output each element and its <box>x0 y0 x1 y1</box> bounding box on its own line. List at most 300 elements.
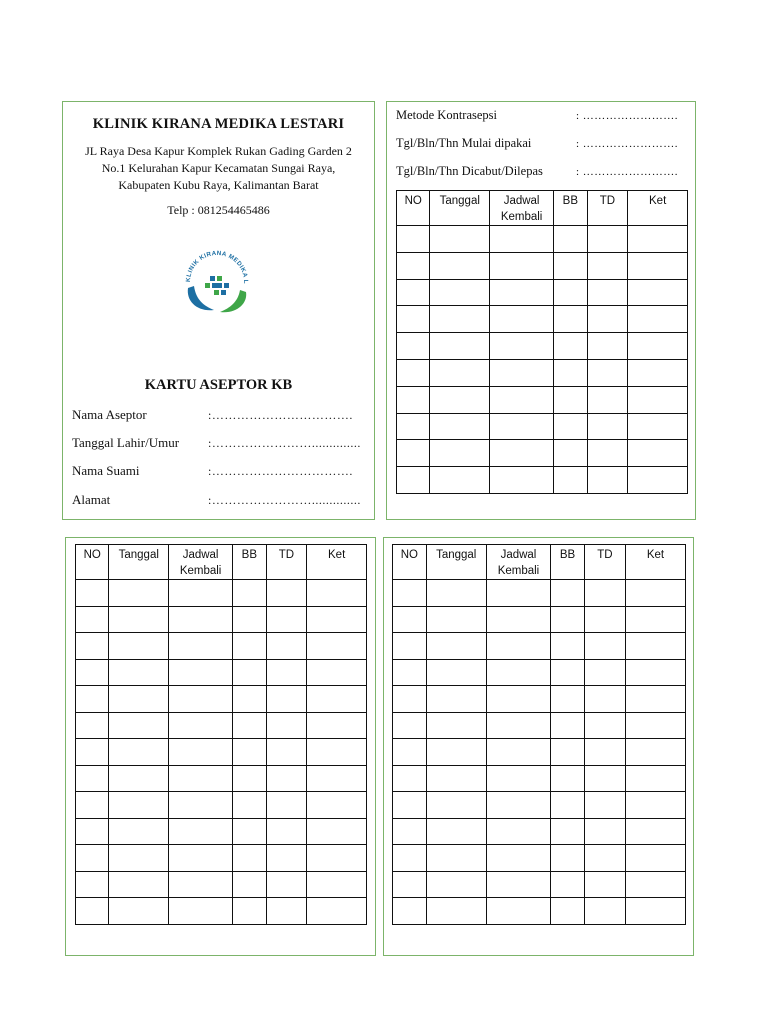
table-cell <box>393 792 427 819</box>
table-cell <box>426 739 486 766</box>
table-cell <box>486 792 550 819</box>
table-cell <box>109 818 169 845</box>
table-cell <box>426 765 486 792</box>
table-cell <box>554 467 587 494</box>
table-cell <box>551 818 585 845</box>
table-cell <box>266 792 307 819</box>
table-cell <box>76 739 109 766</box>
field-blank: : ……………………. <box>576 166 679 178</box>
table-cell <box>490 386 554 413</box>
table-cell <box>587 279 628 306</box>
table-cell <box>430 386 490 413</box>
table-cell <box>169 765 233 792</box>
table-cell <box>393 871 427 898</box>
logo-arc-text: KLINIK KIRANA MEDIKA L <box>184 249 250 285</box>
table-cell <box>430 306 490 333</box>
table-cell <box>393 686 427 713</box>
table-row <box>397 386 688 413</box>
table-cell <box>233 871 266 898</box>
table-row <box>76 712 367 739</box>
table-row <box>393 845 686 872</box>
table-cell <box>587 440 628 467</box>
table-cell <box>554 413 587 440</box>
table-cell <box>109 659 169 686</box>
table-cell <box>486 845 550 872</box>
table-cell <box>169 739 233 766</box>
clinic-card-panel <box>62 101 375 520</box>
table-cell <box>584 580 625 607</box>
field-label: Nama Suami <box>72 463 140 478</box>
table-cell <box>426 871 486 898</box>
table-cell <box>169 792 233 819</box>
table-cell <box>233 686 266 713</box>
table-cell <box>587 333 628 360</box>
table-row <box>397 252 688 279</box>
table-cell <box>397 467 430 494</box>
table-row <box>397 413 688 440</box>
table-cell <box>625 871 685 898</box>
table-cell <box>307 633 367 660</box>
table-cell <box>76 606 109 633</box>
table-cell <box>430 333 490 360</box>
table-cell <box>625 659 685 686</box>
table-cell <box>307 845 367 872</box>
table-cell <box>490 413 554 440</box>
table-row <box>397 440 688 467</box>
table-cell <box>551 580 585 607</box>
table-cell <box>490 252 554 279</box>
table-cell <box>486 659 550 686</box>
table-row <box>393 580 686 607</box>
clinic-name: KLINIK KIRANA MEDIKA LESTARI <box>92 116 345 132</box>
table-cell <box>233 739 266 766</box>
table-row <box>393 871 686 898</box>
table-cell <box>486 898 550 925</box>
table-cell <box>584 792 625 819</box>
table-cell <box>587 226 628 253</box>
table-cell <box>169 606 233 633</box>
table-cell <box>587 413 628 440</box>
field-blank: : ……………………. <box>576 138 679 150</box>
address-line-3: Kabupaten Kubu Raya, Kalimantan Barat <box>118 178 319 192</box>
table-cell <box>584 686 625 713</box>
field-label: Tgl/Bln/Thn Mulai dipakai <box>396 136 532 150</box>
table-cell <box>625 792 685 819</box>
table-cell <box>393 845 427 872</box>
table-cell <box>233 712 266 739</box>
table-cell <box>551 712 585 739</box>
table-cell <box>76 818 109 845</box>
table-cell <box>628 386 688 413</box>
column-header: BB <box>551 545 585 580</box>
table-cell <box>266 818 307 845</box>
address-line-1: JL Raya Desa Kapur Komplek Rukan Gading Garden 2 <box>85 144 352 158</box>
table-cell <box>587 306 628 333</box>
table-cell <box>307 739 367 766</box>
table-cell <box>554 359 587 386</box>
table-row <box>76 686 367 713</box>
table-cell <box>397 413 430 440</box>
table-cell <box>625 686 685 713</box>
table-cell <box>490 306 554 333</box>
column-header: TD <box>587 191 628 226</box>
table-cell <box>393 739 427 766</box>
table-cell <box>628 359 688 386</box>
table-cell <box>628 226 688 253</box>
table-cell <box>554 226 587 253</box>
table-cell <box>551 739 585 766</box>
column-header: Ket <box>625 545 685 580</box>
table-cell <box>426 606 486 633</box>
table-cell <box>584 765 625 792</box>
table-cell <box>393 580 427 607</box>
column-header: Jadwal Kembali <box>490 191 554 226</box>
table-cell <box>584 818 625 845</box>
column-header: Jadwal Kembali <box>169 545 233 580</box>
table-cell <box>584 845 625 872</box>
clinic-address <box>73 143 364 194</box>
table-row <box>393 606 686 633</box>
visit-table <box>75 544 367 925</box>
table-cell <box>397 386 430 413</box>
table-cell <box>266 871 307 898</box>
table-cell <box>584 871 625 898</box>
table-cell <box>76 712 109 739</box>
table-cell <box>233 580 266 607</box>
table-cell <box>584 659 625 686</box>
table-cell <box>486 739 550 766</box>
table-cell <box>266 845 307 872</box>
table-cell <box>307 898 367 925</box>
table-cell <box>625 633 685 660</box>
table-cell <box>430 413 490 440</box>
table-cell <box>266 580 307 607</box>
table-cell <box>584 898 625 925</box>
table-cell <box>109 845 169 872</box>
table-cell <box>625 845 685 872</box>
table-cell <box>551 871 585 898</box>
table-cell <box>486 633 550 660</box>
table-cell <box>266 686 307 713</box>
table-cell <box>426 845 486 872</box>
field-label: Nama Aseptor <box>72 407 147 422</box>
table-cell <box>109 686 169 713</box>
table-row <box>393 633 686 660</box>
table-cell <box>393 659 427 686</box>
field-blank: :……………………………. <box>208 464 353 478</box>
column-header: TD <box>266 545 307 580</box>
table-row <box>76 633 367 660</box>
table-cell <box>397 306 430 333</box>
field-nama-suami <box>72 463 353 479</box>
table-cell <box>554 386 587 413</box>
table-cell <box>584 712 625 739</box>
table-cell <box>76 659 109 686</box>
table-cell <box>486 606 550 633</box>
column-header: Ket <box>628 191 688 226</box>
table-cell <box>587 386 628 413</box>
table-cell <box>307 580 367 607</box>
field-alamat <box>72 492 361 508</box>
column-header: BB <box>554 191 587 226</box>
field-nama-aseptor <box>72 407 353 423</box>
table-cell <box>587 252 628 279</box>
table-cell <box>393 898 427 925</box>
field-label: Metode Kontrasepsi <box>396 108 498 122</box>
table-cell <box>628 440 688 467</box>
table-cell <box>628 413 688 440</box>
table-cell <box>169 580 233 607</box>
table-row <box>76 765 367 792</box>
table-cell <box>426 686 486 713</box>
table-cell <box>628 252 688 279</box>
column-header: TD <box>584 545 625 580</box>
table-cell <box>307 765 367 792</box>
table-row <box>76 580 367 607</box>
table-cell <box>76 898 109 925</box>
field-label: Tanggal Lahir/Umur <box>72 435 180 450</box>
table-cell <box>109 792 169 819</box>
table-cell <box>169 633 233 660</box>
table-cell <box>76 633 109 660</box>
table-cell <box>628 279 688 306</box>
table-cell <box>76 686 109 713</box>
table-cell <box>426 712 486 739</box>
table-row <box>76 898 367 925</box>
table-cell <box>554 440 587 467</box>
table-cell <box>169 712 233 739</box>
table-cell <box>266 606 307 633</box>
table-cell <box>266 898 307 925</box>
table-cell <box>430 226 490 253</box>
column-header: NO <box>393 545 427 580</box>
table-cell <box>109 898 169 925</box>
table-cell <box>490 333 554 360</box>
table-cell <box>426 898 486 925</box>
column-header: Jadwal Kembali <box>486 545 550 580</box>
table-cell <box>628 467 688 494</box>
table-cell <box>490 467 554 494</box>
table-cell <box>307 606 367 633</box>
field-tanggal-lahir <box>72 435 361 451</box>
clinic-phone: Telp : 081254465486 <box>167 203 270 217</box>
address-line-2: No.1 Kelurahan Kapur Kecamatan Sungai Raya, <box>101 161 336 175</box>
table-cell <box>426 633 486 660</box>
column-header: Ket <box>307 545 367 580</box>
table-cell <box>397 226 430 253</box>
table-cell <box>486 580 550 607</box>
table-header-row <box>393 545 686 580</box>
field-label: Tgl/Bln/Thn Dicabut/Dilepas <box>396 164 543 178</box>
field-metode <box>396 108 688 123</box>
table-cell <box>109 739 169 766</box>
table-row <box>393 898 686 925</box>
table-cell <box>625 898 685 925</box>
visit-log-panel-right <box>383 537 694 956</box>
table-cell <box>233 659 266 686</box>
table-row <box>393 765 686 792</box>
table-row <box>393 686 686 713</box>
field-dicabut <box>396 164 688 179</box>
table-cell <box>490 440 554 467</box>
table-cell <box>625 818 685 845</box>
table-cell <box>76 765 109 792</box>
table-cell <box>233 606 266 633</box>
contraception-panel <box>386 101 696 520</box>
table-cell <box>554 279 587 306</box>
table-header-row <box>397 191 688 226</box>
table-cell <box>76 845 109 872</box>
table-cell <box>397 440 430 467</box>
table-cell <box>233 818 266 845</box>
table-row <box>393 818 686 845</box>
table-cell <box>430 467 490 494</box>
table-row <box>76 659 367 686</box>
table-cell <box>486 686 550 713</box>
table-row <box>393 712 686 739</box>
table-cell <box>584 633 625 660</box>
table-cell <box>233 633 266 660</box>
table-cell <box>397 252 430 279</box>
table-cell <box>551 606 585 633</box>
table-cell <box>486 765 550 792</box>
clinic-logo <box>180 242 254 316</box>
table-cell <box>554 306 587 333</box>
table-cell <box>307 712 367 739</box>
field-blank: :…………………….............. <box>208 493 361 507</box>
table-cell <box>169 871 233 898</box>
table-row <box>76 818 367 845</box>
table-cell <box>625 739 685 766</box>
table-cell <box>266 633 307 660</box>
table-row <box>397 333 688 360</box>
table-cell <box>307 686 367 713</box>
field-blank: :…………………….............. <box>208 436 361 450</box>
table-cell <box>486 871 550 898</box>
table-cell <box>169 686 233 713</box>
table-cell <box>551 659 585 686</box>
table-cell <box>393 606 427 633</box>
table-cell <box>233 765 266 792</box>
table-cell <box>266 765 307 792</box>
table-cell <box>551 792 585 819</box>
table-cell <box>307 818 367 845</box>
table-cell <box>393 765 427 792</box>
table-row <box>397 306 688 333</box>
table-cell <box>426 792 486 819</box>
table-cell <box>426 580 486 607</box>
table-cell <box>266 712 307 739</box>
table-cell <box>109 633 169 660</box>
table-cell <box>393 712 427 739</box>
table-cell <box>551 633 585 660</box>
field-mulai <box>396 136 688 151</box>
table-cell <box>551 686 585 713</box>
table-row <box>76 871 367 898</box>
field-blank: :……………………………. <box>208 408 353 422</box>
table-row <box>393 739 686 766</box>
table-cell <box>551 898 585 925</box>
table-cell <box>397 359 430 386</box>
table-header-row <box>76 545 367 580</box>
table-cell <box>109 580 169 607</box>
table-row <box>76 739 367 766</box>
table-row <box>397 279 688 306</box>
table-cell <box>76 792 109 819</box>
table-cell <box>554 252 587 279</box>
table-cell <box>109 871 169 898</box>
table-cell <box>169 659 233 686</box>
table-cell <box>109 712 169 739</box>
table-row <box>397 467 688 494</box>
table-cell <box>625 765 685 792</box>
table-cell <box>587 467 628 494</box>
table-cell <box>169 818 233 845</box>
table-cell <box>490 359 554 386</box>
table-row <box>76 606 367 633</box>
column-header: Tanggal <box>426 545 486 580</box>
table-cell <box>109 765 169 792</box>
table-cell <box>430 440 490 467</box>
table-cell <box>233 845 266 872</box>
table-cell <box>233 898 266 925</box>
table-row <box>393 659 686 686</box>
table-cell <box>169 845 233 872</box>
table-cell <box>490 226 554 253</box>
table-cell <box>430 279 490 306</box>
table-cell <box>551 845 585 872</box>
table-cell <box>397 333 430 360</box>
field-label: Alamat <box>72 492 111 507</box>
table-cell <box>266 659 307 686</box>
table-cell <box>587 359 628 386</box>
column-header: Tanggal <box>430 191 490 226</box>
table-cell <box>486 712 550 739</box>
table-row <box>393 792 686 819</box>
table-cell <box>551 765 585 792</box>
table-cell <box>397 279 430 306</box>
visit-log-panel-left <box>65 537 376 956</box>
table-cell <box>584 739 625 766</box>
table-row <box>76 792 367 819</box>
table-cell <box>430 359 490 386</box>
table-cell <box>109 606 169 633</box>
table-cell <box>307 871 367 898</box>
table-cell <box>426 659 486 686</box>
table-row <box>76 845 367 872</box>
card-title: KARTU ASEPTOR KB <box>144 377 293 393</box>
table-cell <box>426 818 486 845</box>
table-cell <box>554 333 587 360</box>
table-cell <box>393 818 427 845</box>
table-cell <box>307 792 367 819</box>
column-header: NO <box>397 191 430 226</box>
field-blank: : ……………………. <box>576 110 679 122</box>
table-cell <box>307 659 367 686</box>
table-cell <box>628 306 688 333</box>
table-cell <box>628 333 688 360</box>
visit-table <box>396 190 688 494</box>
table-row <box>397 226 688 253</box>
table-cell <box>625 580 685 607</box>
table-cell <box>266 739 307 766</box>
column-header: NO <box>76 545 109 580</box>
table-cell <box>625 712 685 739</box>
table-cell <box>490 279 554 306</box>
table-cell <box>584 606 625 633</box>
visit-table <box>392 544 686 925</box>
table-cell <box>486 818 550 845</box>
